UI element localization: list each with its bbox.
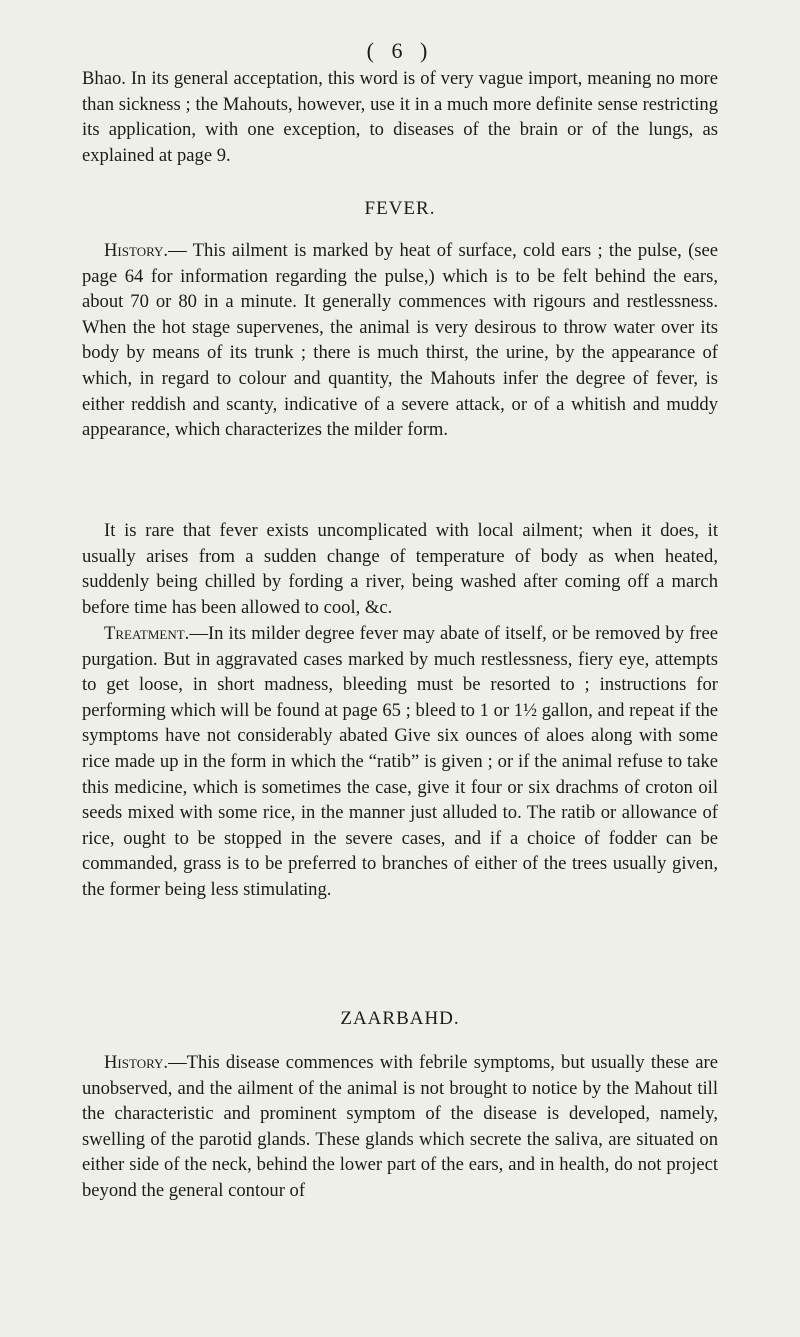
- zaarbahd-history-paragraph: [82, 1050, 718, 1204]
- fever-para2-text: It is rare that fever exists uncomplicated with local ailment; when it does, it usually arises from a sudden change of temperature of body as when heated, suddenly being chilled by fording a river, being washed after coming off a march before time has been allowed to cool, &c.: [82, 520, 718, 618]
- fever-treatment-text: —In its milder degree fever may abate of itself, or be removed by free purgation. But in aggravated cases marked by much restlessness, fiery eye, attempts to get loose, in short madness, bleeding must be resorted to ; instructions for performing which will be found at page 65 ; bleed to 1 or 1½ gallon, and repeat if the symptoms have not considerably abated Give six ounces of aloes along with some rice made up in the form in which the “ratib” is given ; or if the animal refuse to take this medicine, which is sometimes the case, give it four or six drachms of croton oil seeds mixed with some rice, in the manner just alluded to. The ratib or allowance of rice, ought to be stopped in the severe cases, and if a choice of fodder can be commanded, grass is to be preferred to branches of either of the trees usually given, the former being less stimulating.: [82, 623, 718, 900]
- intro-text: Bhao. In its general acceptation, this word is of very vague import, meaning no more than sickness ; the Mahouts, however, use it in a much more definite sense restricting its application, with one exception, to diseases of the brain or of the lungs, as explained at page 9.: [82, 68, 718, 166]
- zaarbahd-heading: ZAARBAHD.: [340, 1008, 460, 1029]
- fever-paragraph-2: [82, 518, 718, 620]
- fever-treatment-paragraph: [82, 621, 718, 903]
- fever-history-text: — This ailment is marked by heat of surface, cold ears ; the pulse, (see page 64 for information regarding the pulse,) which is to be felt behind the ears, about 70 or 80 in a minute. It generally commences with rigours and restlessness. When the hot stage supervenes, the animal is very desirous to throw water over its body by means of its trunk ; there is much thirst, the urine, by the appearance of which, in regard to colour and quantity, the Mahouts infer the degree of fever, is either reddish and scanty, indicative of a severe attack, or of a whitish and muddy appearance, which characterizes the milder form.: [82, 240, 718, 441]
- page-number: ( 6 ): [366, 38, 434, 63]
- zaarbahd-history-label: History.: [104, 1052, 169, 1073]
- fever-history-label: History.: [104, 240, 169, 261]
- fever-history-paragraph: [82, 238, 718, 443]
- fever-treatment-label: Treatment.: [104, 623, 190, 644]
- zaarbahd-history-text: —This disease commences with febrile symptoms, but usually these are unobserved, and the ailment of the animal is not brought to notice by the Mahout till the characteristic and prominent symptom of the disease is developed, namely, swelling of the parotid glands. These glands which secrete the saliva, are situated on either side of the neck, behind the lower part of the ears, and in health, do not project beyond the general contour of: [82, 1052, 718, 1201]
- fever-heading: FEVER.: [364, 198, 436, 219]
- intro-paragraph: [82, 66, 718, 168]
